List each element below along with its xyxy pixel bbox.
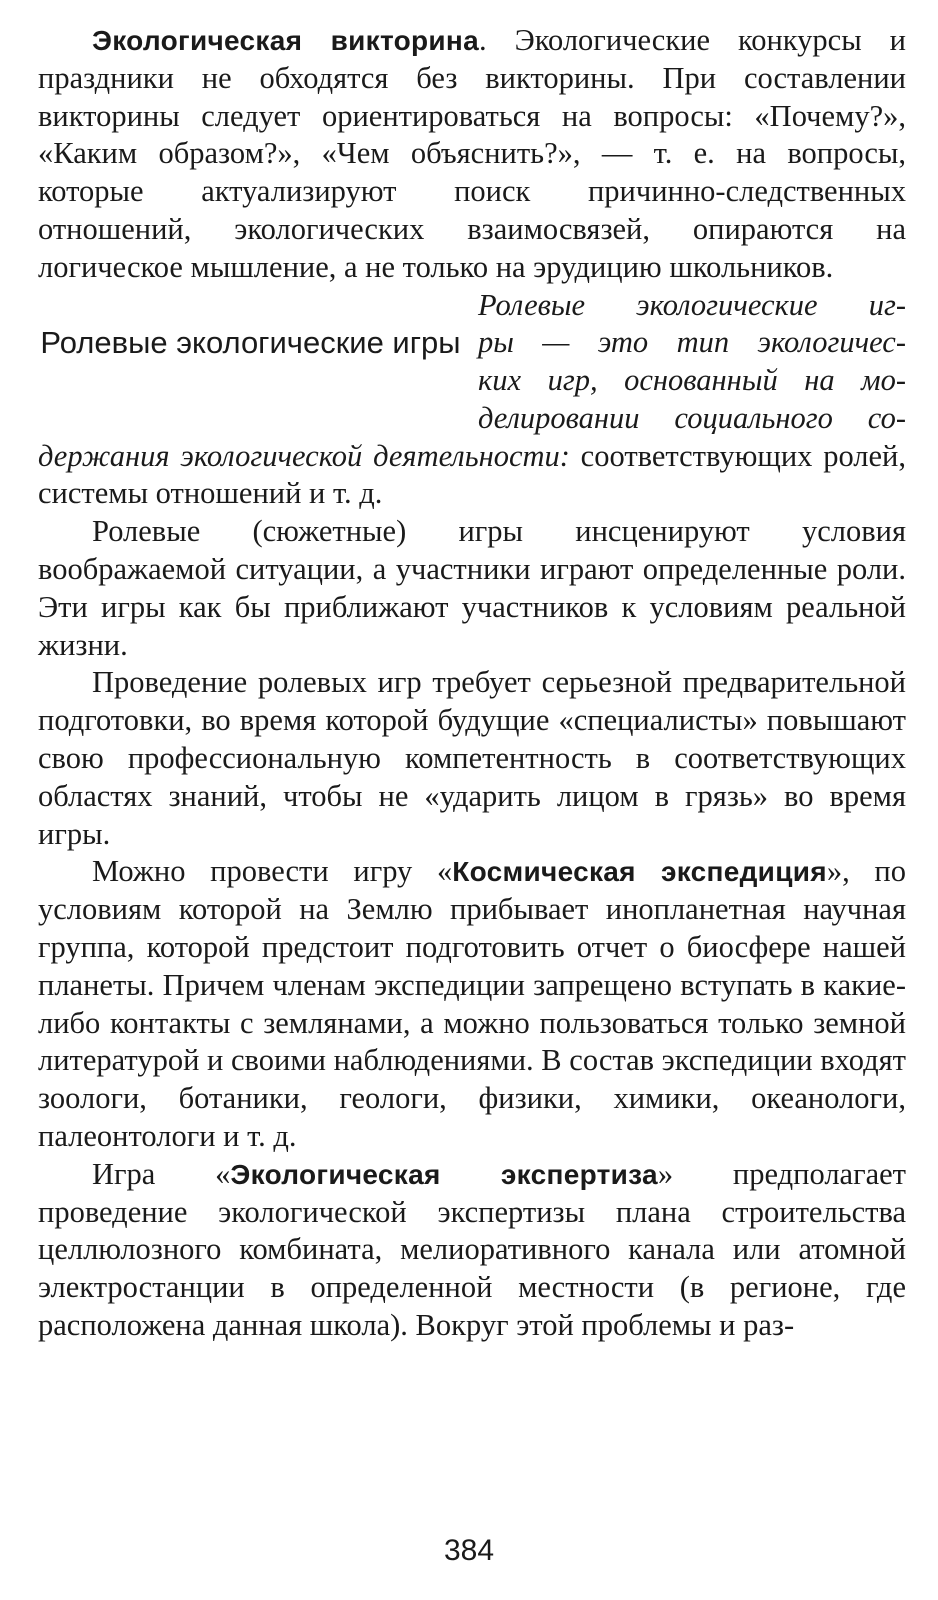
section-header-block <box>38 287 906 438</box>
paragraph-quiz <box>38 22 906 287</box>
text-fragment: », по условиям которой на Землю прибывает инопланетная научная группа, которой предстоит подготовить отчет о биосфере нашей планеты. Причем членам экспедиции запрещено вступать в какие-либо контакты с землянами, а можно пользоваться только земной литературой и своими наблюдениями. В состав экспедиции входят зоологи, ботаники, геологи, физики, химики, океанологи, палеонтологи и т. д. <box>38 854 906 1153</box>
definition-rest: соответствующих ролей, системы отношений и т. д. <box>38 438 906 511</box>
definition-line: ры — это тип экологичес- <box>478 325 906 360</box>
definition-line: ких игр, основанный на мо- <box>478 363 906 398</box>
paragraph-quiz-text: . Экологические конкурсы и праздники не обходятся без викторины. При составлении викторины следует ориентироваться на вопросы: «Почему?», «Каким образом?», «Чем объяснить?», — т. е. на вопросы, которые актуализируют поиск причинно-следственных отношений, экологических взаимосвязей, опираются на логическое мышление, а не только на эрудицию школьников. <box>38 23 906 284</box>
page-number: 384 <box>443 1534 495 1567</box>
page-body <box>38 22 906 1345</box>
definition-tail: держания экологической деятельности: <box>38 438 570 473</box>
term-space-expedition: Космическая экспедиция <box>452 856 827 888</box>
definition-line: Ролевые экологические иг- <box>478 287 906 322</box>
section-title: Ролевые экологические игры <box>40 324 461 360</box>
paragraph-ecological-expertise <box>38 1156 906 1345</box>
text-fragment: Можно провести игру « <box>92 854 453 889</box>
paragraph-definition-continuation <box>38 438 906 514</box>
paragraph-preparation: Проведение ролевых игр требует серьезной предварительной подготовки, во время которой будущие «специалисты» повышают свою профессиональную компетентность в соответствующих областях знаний, чтобы не «ударить лицом в грязь» во время игры. <box>38 665 906 851</box>
term-ecological-expertise: Экологическая экспертиза <box>230 1158 658 1190</box>
text-fragment: » предполагает проведение экологической экспертизы плана строительства целлюлозного комбината, мелиоративного канала или атомной электростанции в определенной местности (в регионе, где расположена данная школа). Вокруг этой проблемы и раз- <box>38 1156 906 1342</box>
definition-line: делировании социального со- <box>478 400 906 435</box>
definition-side-text <box>478 287 906 438</box>
term-ecological-quiz: Экологическая викторина <box>92 25 480 56</box>
paragraph-space-expedition <box>38 853 906 1155</box>
paragraph-role-games: Ролевые (сюжетные) игры инсценируют условия воображаемой ситуации, а участники играют определенные роли. Эти игры как бы приближают участников к условиям реальной жизни. <box>38 514 906 662</box>
text-fragment: Игра « <box>92 1156 231 1191</box>
